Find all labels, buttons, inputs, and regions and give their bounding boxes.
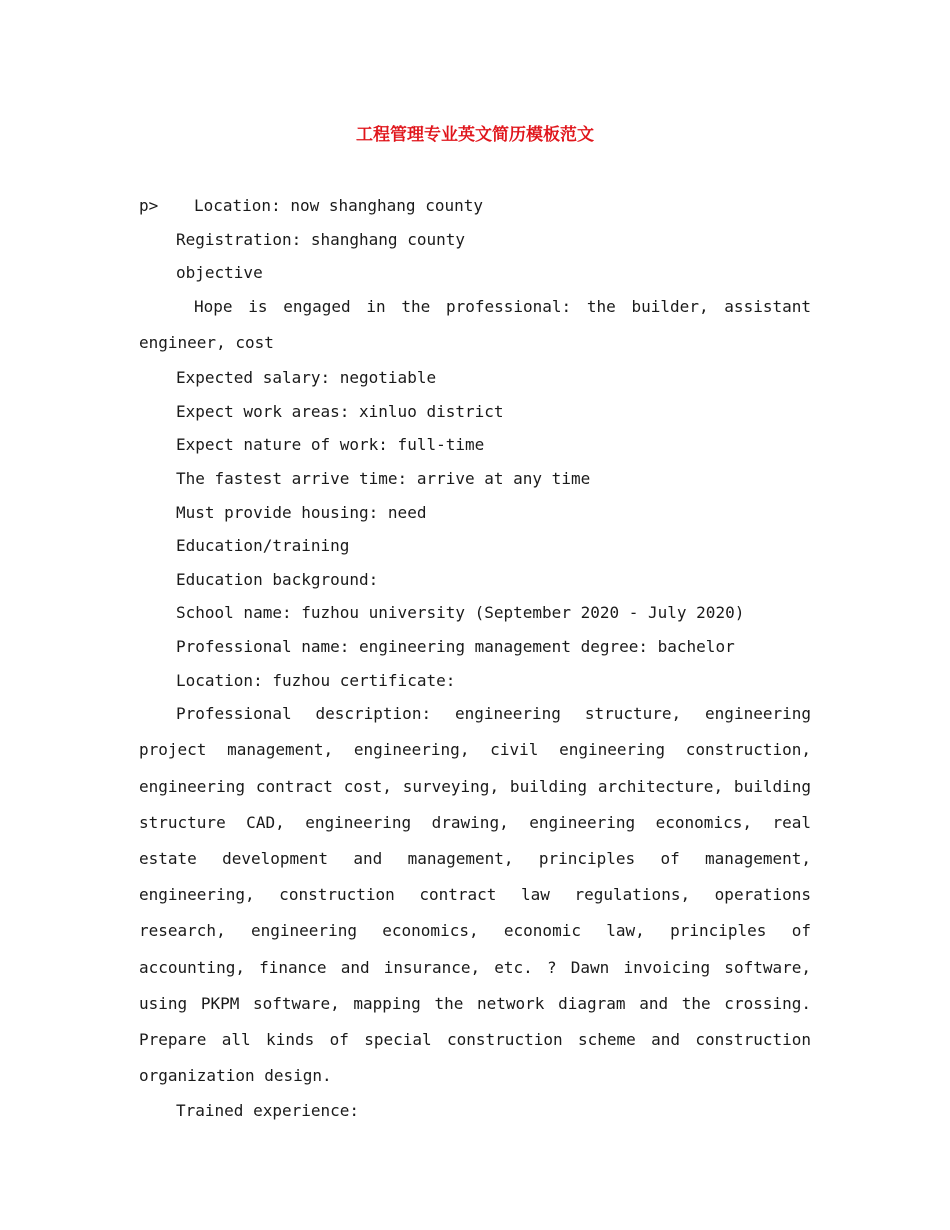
objective-heading: objective (176, 263, 263, 283)
professional-name-line: Professional name: engineering management degree: bachelor (176, 636, 735, 656)
expect-work-areas-line: Expect work areas: xinluo district (176, 401, 504, 421)
trained-experience-line: Trained experience: (176, 1101, 360, 1121)
line-prefix: p> (139, 196, 159, 215)
housing-line: Must provide housing: need (176, 502, 427, 522)
location-certificate-line: Location: fuzhou certificate: (176, 670, 456, 690)
expected-salary-line: Expected salary: negotiable (176, 368, 437, 388)
document-body (139, 193, 811, 1132)
education-heading: Education/training (176, 536, 350, 556)
registration-line: Registration: shanghang county (176, 229, 465, 249)
objective-text: Hope is engaged in the professional: the builder, assistant engineer, cost (139, 296, 811, 352)
document-title: 工程管理专业英文简历模板范文 (356, 125, 594, 145)
professional-description: Professional description: engineering structure, engineering project management, engineering, civil engineering construction, engineering contract cost, surveying, building architecture, building structure CAD, engineering drawing, engineering economics, real estate development and management, principles of management, engineering, construction contract law regulations, operations research, engineering economics, economic law, principles of accounting, finance and insurance, etc. ? Dawn invoicing software, using PKPM software, mapping the network diagram and the crossing. Prepare all kinds of special construction scheme and construction organization design. (139, 704, 811, 1086)
current-location: Location: now shanghang county (194, 196, 483, 215)
location-line (139, 193, 811, 227)
education-background-line: Education background: (176, 569, 379, 589)
expect-nature-line: Expect nature of work: full-time (176, 435, 485, 455)
fastest-arrive-line: The fastest arrive time: arrive at any time (176, 468, 591, 488)
school-name-line: School name: fuzhou university (September 2020 - July 2020) (176, 603, 745, 623)
